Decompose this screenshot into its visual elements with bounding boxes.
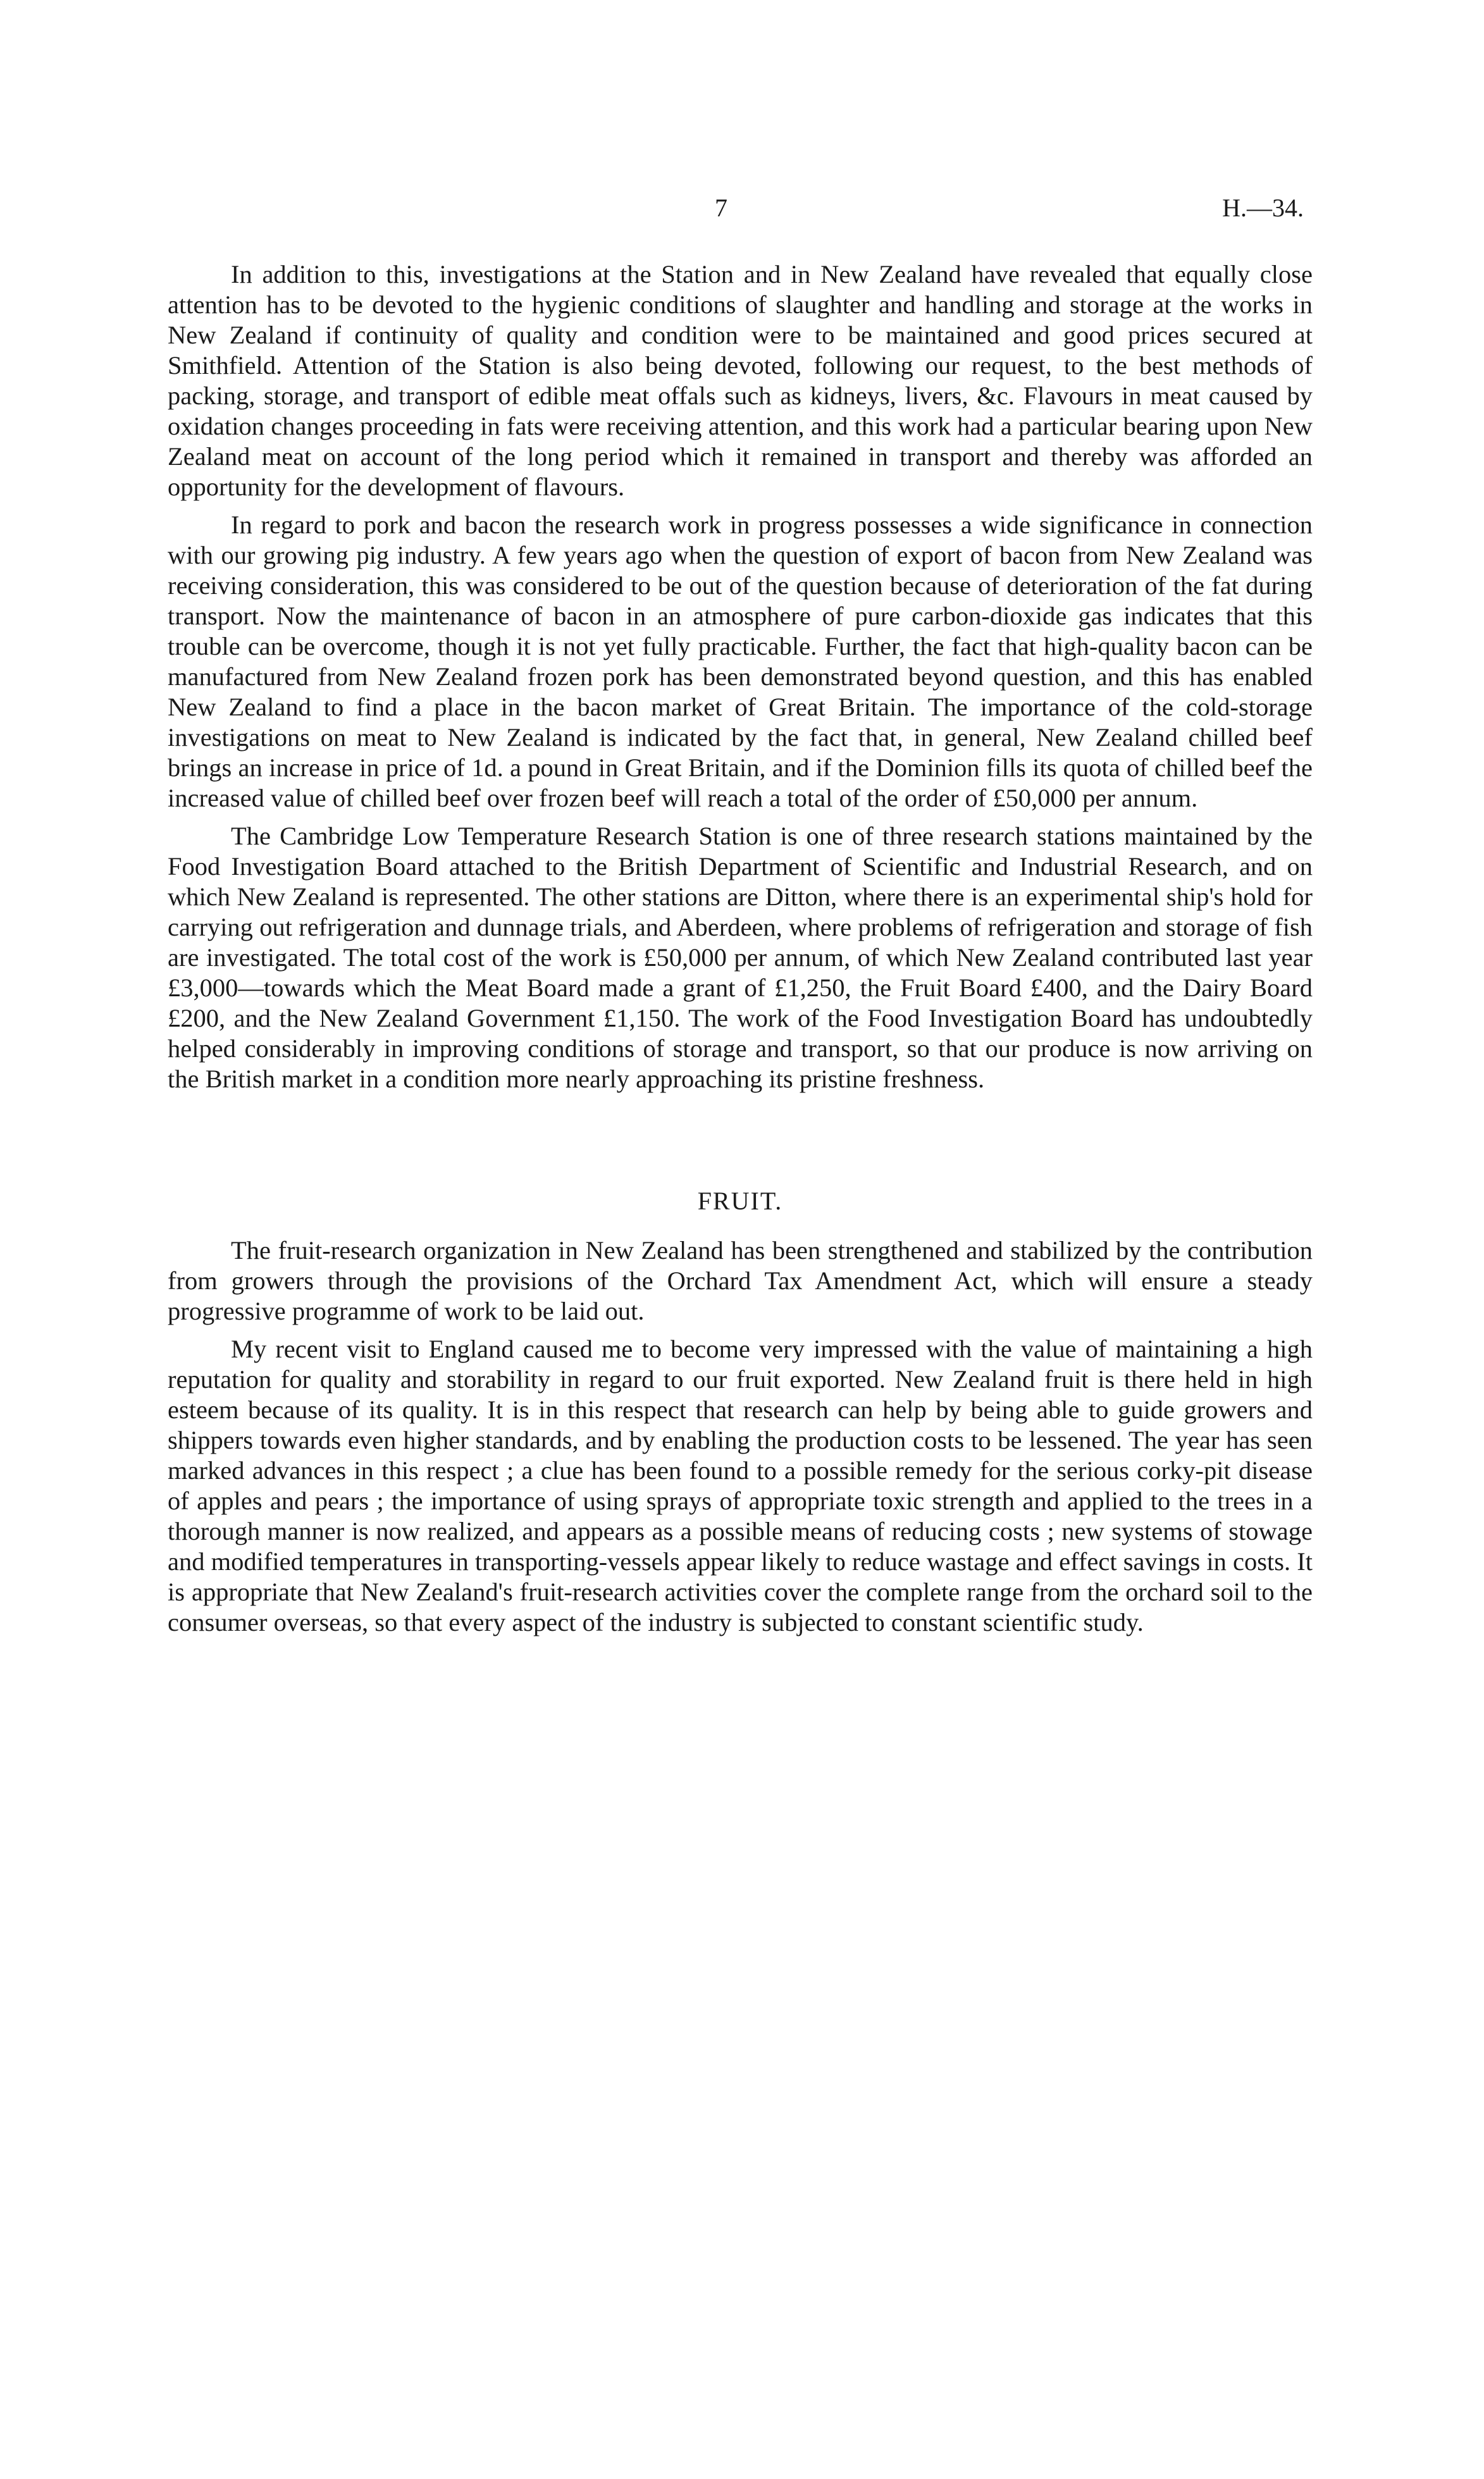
paragraph-england-visit: My recent visit to England caused me to become very impressed with the value of maintaining a high reputation for quality and storability in regard to our fruit exported. New Zealand fruit is there held in high esteem because of its quality. It is in this respect that research can help by being able to guide growers and shippers towards even higher standards, and by enabling the production costs to be lessened. The year has seen marked advances in this respect ; a clue has been found to a possible remedy for the serious corky-pit disease of apples and pears ; the importance of using sprays of appropriate toxic strength and applied to the trees in a thorough manner is now realized, and appears as a possible means of reducing costs ; new systems of stowage and modified temperatures in transporting-vessels appear likely to reduce wastage and effect savings in costs. It is appropriate that New Zealand's fruit-research activities cover the complete range from the orchard soil to the consumer overseas, so that every aspect of the industry is subjected to constant scientific study. bbox=[168, 1335, 1313, 1636]
paragraph-pork-and-bacon: In regard to pork and bacon the research work in progress possesses a wide significance in connection with our growing pig industry. A few years ago when the question of export of bacon from New Zealand was receiving consideration, this was considered to be out of the question because of deterioration of the fat during transport. Now the maintenance of bacon in an atmosphere of pure carbon-dioxide gas indicates that this trouble can be overcome, though it is not yet fully practicable. Further, the fact that high-quality bacon can be manufactured from New Zealand frozen pork has been demonstrated beyond question, and this has enabled New Zealand to find a place in the bacon market of Great Britain. The importance of the cold-storage investigations on meat to New Zealand is indicated by the fact that, in general, New Zealand chilled beef brings an increase in price of 1d. a pound in Great Britain, and if the Dominion fills its quota of chilled beef the increased value of chilled beef over frozen beef will reach a total of the order of £50,000 per annum. bbox=[168, 510, 1313, 812]
page-header bbox=[0, 193, 1484, 231]
document-code: H.—34. bbox=[1222, 194, 1304, 222]
paragraph-cambridge-station: The Cambridge Low Temperature Research Station is one of three research stations maintained by the Food Investigation Board attached to the British Department of Scientific and Industrial Research, and on which New Zealand is represented. The other stations are Ditton, where there is an experimental ship's hold for carrying out refrigeration and dunnage trials, and Aberdeen, where problems of refrigeration and storage of fish are investigated. The total cost of the work is £50,000 per annum, of which New Zealand contributed last year £3,000—towards which the Meat Board made a grant of £1,250, the Fruit Board £400, and the Dairy Board £200, and the New Zealand Government £1,150. The work of the Food Investigation Board has undoubtedly helped considerably in improving conditions of storage and transport, so that our produce is now arriving on the British market in a condition more nearly approaching its pristine freshness. bbox=[168, 822, 1313, 1093]
section-heading-fruit: FRUIT. bbox=[697, 1187, 783, 1215]
page-number: 7 bbox=[715, 194, 727, 222]
paragraph-fruit-research: The fruit-research organization in New Zealand has been strengthened and stabilized by the contribution from growers through the provisions of the Orchard Tax Amendment Act, which will ensure a steady progressive programme of work to be laid out. bbox=[168, 1236, 1313, 1325]
paragraph-hygienic-conditions: In addition to this, investigations at the Station and in New Zealand have revealed that equally close attention has to be devoted to the hygienic conditions of slaughter and handling and storage at the works in New Zealand if continuity of quality and condition were to be maintained and good prices secured at Smithfield. Attention of the Station is also being devoted, following our request, to the best methods of packing, storage, and transport of edible meat offals such as kidneys, livers, &c. Flavours in meat caused by oxidation changes proceeding in fats were receiving attention, and this work had a particular bearing upon New Zealand meat on account of the long period which it remained in transport and thereby was afforded an opportunity for the development of flavours. bbox=[168, 260, 1313, 501]
document-body bbox=[168, 259, 1313, 1645]
